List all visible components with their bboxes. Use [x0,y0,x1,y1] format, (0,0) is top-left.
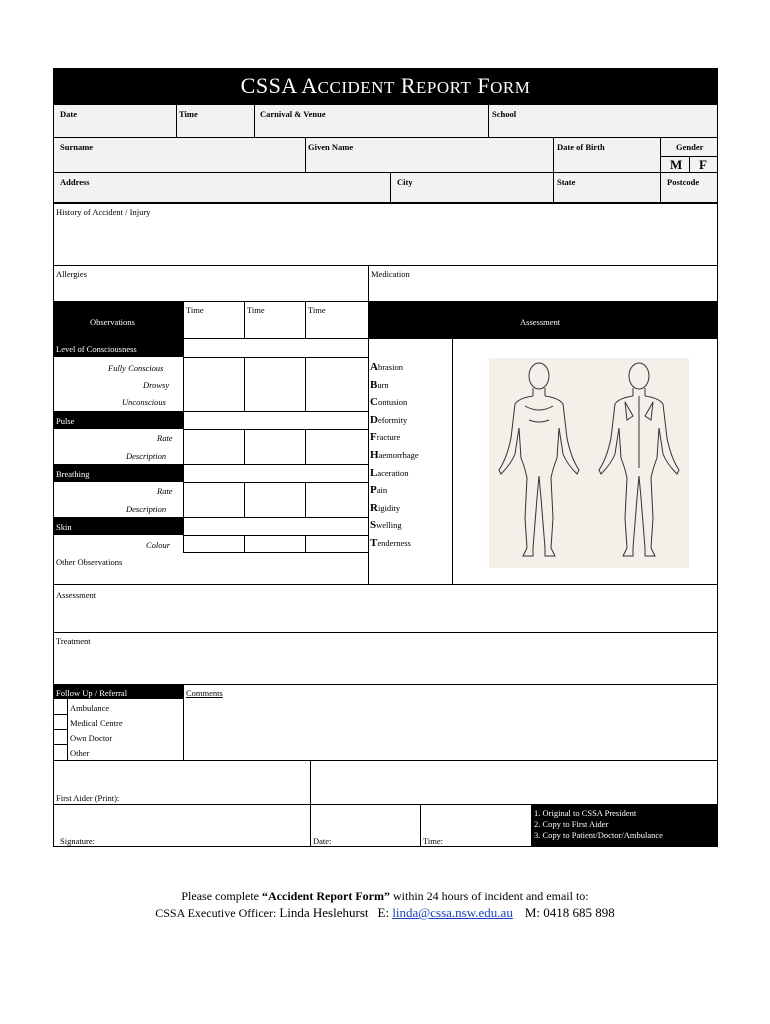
treatment-field[interactable] [53,632,718,685]
own-doctor-label: Own Doctor [70,733,113,743]
postcode-label: Postcode [667,177,700,187]
medical-centre-label: Medical Centre [70,718,123,728]
unconscious-label: Unconscious [122,397,166,407]
school-label: School [492,109,517,119]
given-name-label: Given Name [308,142,354,152]
date-label: Date [60,109,77,119]
abc-item: Haemorrhage [370,448,419,461]
abc-item: Contusion [370,396,408,409]
other-label: Other [70,748,90,758]
city-label: City [397,177,413,187]
first-aider-extra[interactable] [310,760,718,805]
abc-item: Tenderness [370,536,411,549]
abc-item: Abrasion [370,361,403,373]
checkbox-medical-centre[interactable] [53,714,67,729]
pulse-rate-label: Rate [157,433,173,443]
allergies-field[interactable] [53,265,369,302]
form-title: CSSA ACCIDENT REPORT FORM [53,68,718,105]
abc-item: Swelling [370,519,402,532]
pulse-description-label: Description [126,451,167,461]
abc-item: Pain [370,484,388,497]
medication-label: Medication [371,269,410,279]
title-first: CSSA [240,73,297,98]
checkbox-other[interactable] [53,744,67,760]
observations-label: Observations [90,317,135,327]
history-label: History of Accident / Injury [56,207,151,217]
abc-item: Burn [370,378,389,391]
skin-colour-label: Colour [146,540,171,550]
time-sign-label: Time: [423,836,444,846]
date-sign-label: Date: [313,836,332,846]
drowsy-label: Drowsy [143,380,170,390]
history-field[interactable] [53,203,718,266]
treatment-label: Treatment [56,636,91,646]
checkbox-ambulance[interactable] [53,699,67,714]
first-aider-label: First Aider (Print): [56,793,120,803]
copy-line-3: 3. Copy to Patient/Doctor/Ambulance [534,830,663,840]
carnival-label: Carnival & Venue [260,109,326,119]
breathing-rate-label: Rate [157,486,173,496]
gender-label: Gender [676,142,704,152]
allergies-label: Allergies [56,269,88,279]
assessment-field[interactable] [53,584,718,633]
gender-f[interactable]: F [699,157,707,172]
state-label: State [557,177,576,187]
checkbox-own-doctor[interactable] [53,729,67,744]
other-observations-label: Other Observations [56,557,123,567]
header-block [53,104,718,203]
officer-name: Linda Heslehurst [279,905,369,920]
surname-label: Surname [60,142,94,152]
copy-line-1: 1. Original to CSSA President [534,808,637,818]
fully-conscious-label: Fully Conscious [108,363,164,373]
body-diagram[interactable] [489,358,689,568]
email-link[interactable]: linda@cssa.nsw.edu.au [392,905,513,920]
abc-item: Deformity [370,413,408,426]
footer-line-1: Please complete “Accident Report Form” within 24 hours of incident and email to: [181,889,589,903]
abc-item: Laceration [370,466,409,479]
abc-list [370,359,450,553]
observation-grid [53,338,369,585]
mobile-number: M: 0418 685 898 [524,905,615,920]
dob-label: Date of Birth [557,142,605,152]
time-label-3: Time [308,305,326,315]
address-label: Address [60,177,90,187]
abc-item: Rigidity [370,501,401,514]
gender-m[interactable]: M [670,157,683,172]
time-label-2: Time [247,305,265,315]
time-label-1: Time [186,305,204,315]
breathing-description-label: Description [126,504,167,514]
assessment-label: Assessment [56,590,97,600]
comments-label: Comments [186,688,223,698]
skin-header [53,517,183,535]
copy-line-2: 2. Copy to First Aider [534,819,609,829]
ambulance-label: Ambulance [70,703,110,713]
assessment-header-label: Assessment [520,317,561,327]
medication-field[interactable] [368,265,718,302]
signature-label: Signature: [60,836,95,846]
copies-box [531,804,718,847]
abc-item: Fracture [370,431,401,444]
time-label: Time [179,109,198,119]
footer-line-2: CSSA Executive Officer: Linda Heslehurst E: linda@cssa.nsw.edu.au M: 0418 685 898 [155,905,615,920]
